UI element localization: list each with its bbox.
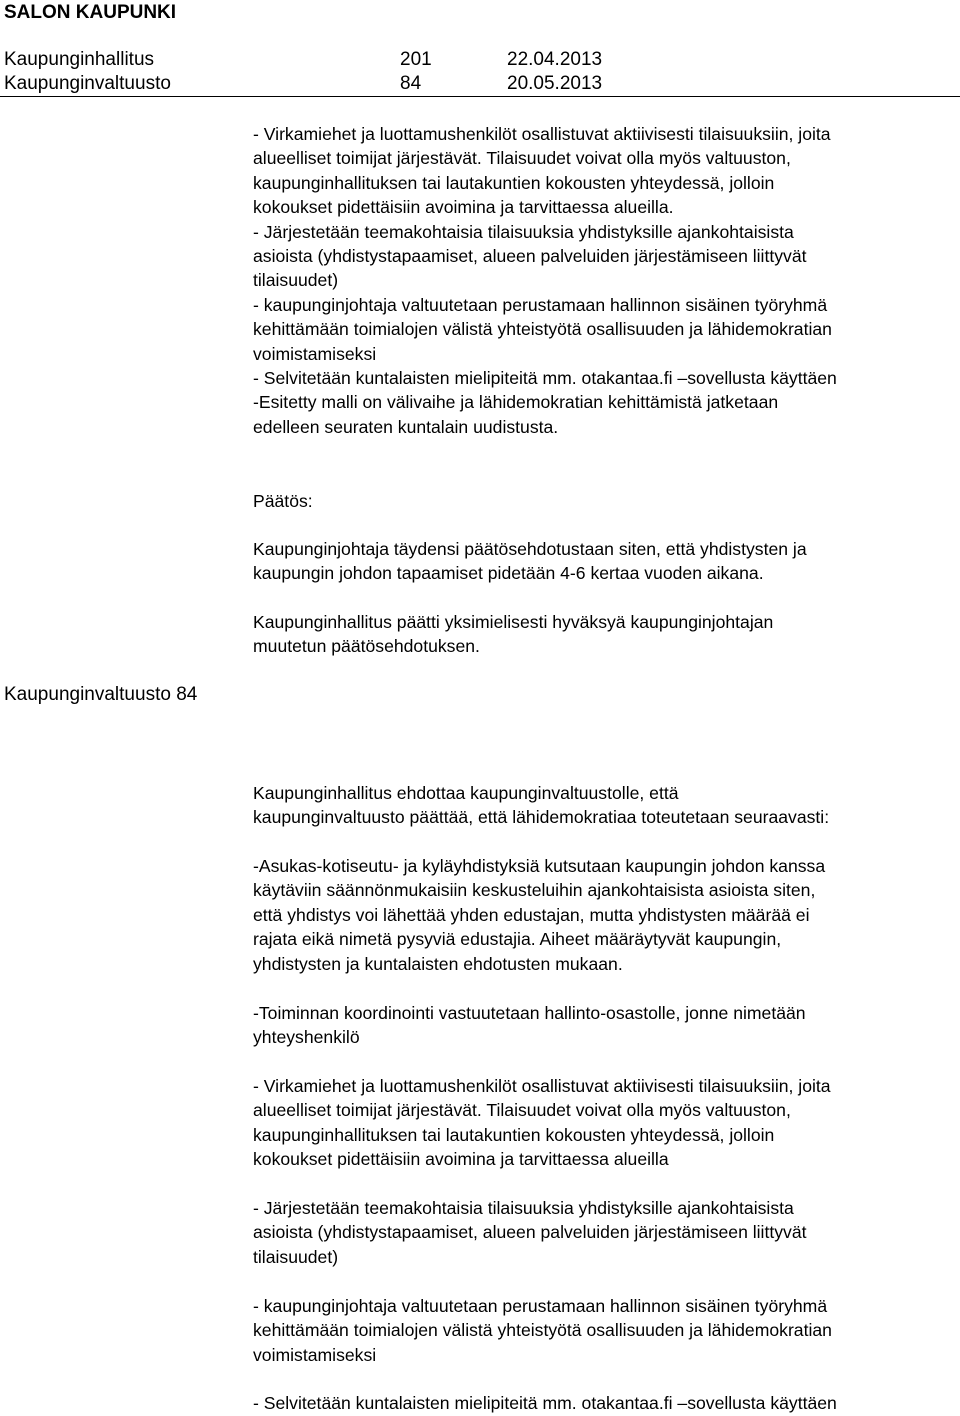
text-line: alueelliset toimijat järjestävät. Tilaisuudet voivat olla myös valtuuston,	[253, 148, 791, 169]
text-line: - Järjestetään teemakohtaisia tilaisuuksia yhdistyksille ajankohtaisista	[253, 1198, 794, 1218]
text-line: kaupunginhallituksen tai lautakuntien kokousten yhteydessä, jolloin	[253, 172, 775, 193]
text-line: - Virkamiehet ja luottamushenkilöt osallistuvat aktiivisesti tilaisuuksiin, joita	[253, 1076, 831, 1096]
text-line: Kaupunginjohtaja täydensi päätösehdotustaan siten, että yhdistysten ja	[253, 539, 807, 559]
text-line: kehittämään toimialojen välistä yhteistyötä osallisuuden ja lähidemokratian	[253, 319, 832, 340]
section-number: 84	[400, 73, 422, 94]
text-line: tilaisuudet)	[253, 270, 339, 291]
text-line: kaupunginhallituksen tai lautakuntien kokousten yhteydessä, jolloin	[253, 1124, 775, 1145]
text-line: edelleen seuraten kuntalain uudistusta.	[253, 416, 559, 437]
proposal-item	[253, 1391, 958, 1415]
text-line: tilaisuudet)	[253, 1246, 339, 1267]
text-line: -Toiminnan koordinointi vastuutetaan hallinto-osastolle, jonne nimetään	[253, 1003, 806, 1023]
body-name: Kaupunginvaltuusto	[4, 73, 171, 94]
text-line: - Selvitetään kuntalaisten mielipiteitä mm. otakantaa.fi –sovellusta käyttäen	[253, 1393, 837, 1413]
text-line: käytäviin säännönmukaisiin keskusteluihin ajankohtaisista asioista siten,	[253, 880, 816, 901]
text-line: - Järjestetään teemakohtaisia tilaisuuksia yhdistyksille ajankohtaisista	[253, 221, 794, 242]
text-line: kaupunginvaltuusto päättää, että lähidemokratiaa toteutetaan seuraavasti:	[253, 807, 830, 828]
organization-name: SALON KAUPUNKI	[4, 2, 177, 23]
proposal-text	[253, 122, 958, 439]
text-line: rajata eikä nimetä pysyviä edustajia. Aiheet määräytyvät kaupungin,	[253, 929, 782, 950]
body-name: Kaupunginhallitus	[4, 49, 155, 70]
proposal-item	[253, 1294, 958, 1367]
text-line: kaupungin johdon tapaamiset pidetään 4-6 kertaa vuoden aikana.	[253, 563, 764, 584]
text-line: - kaupunginjohtaja valtuutetaan perustamaan hallinnon sisäinen työryhmä	[253, 294, 828, 315]
meeting-date: 20.05.2013	[507, 73, 603, 94]
text-line: muutetun päätösehdotuksen.	[253, 636, 480, 657]
council-section-label: Kaupunginvaltuusto 84	[4, 684, 198, 705]
text-line: asioista (yhdistystapaamiset, alueen palveluiden järjestämiseen liittyvät	[253, 1222, 807, 1243]
decision-heading: Päätös:	[253, 491, 313, 511]
text-line: - Virkamiehet ja luottamushenkilöt osallistuvat aktiivisesti tilaisuuksiin, joita	[253, 124, 831, 144]
proposal-item	[253, 1196, 958, 1269]
text-line: voimistamiseksi	[253, 343, 377, 364]
proposal-item	[253, 854, 958, 976]
meeting-date: 22.04.2013	[507, 49, 603, 70]
decision-paragraph	[253, 610, 958, 659]
text-line: - kaupunginjohtaja valtuutetaan perustamaan hallinnon sisäinen työryhmä	[253, 1296, 828, 1316]
text-line: - Selvitetään kuntalaisten mielipiteitä mm. otakantaa.fi –sovellusta käyttäen	[253, 368, 837, 389]
text-line: -Esitetty malli on välivaihe ja lähidemokratian kehittämistä jatketaan	[253, 392, 779, 413]
text-line: yhteyshenkilö	[253, 1027, 360, 1048]
text-line: asioista (yhdistystapaamiset, alueen palveluiden järjestämiseen liittyvät	[253, 246, 807, 267]
text-line: yhdistysten ja kuntalaisten ehdotusten mukaan.	[253, 953, 623, 974]
proposal-item	[253, 1001, 958, 1050]
text-line: kehittämään toimialojen välistä yhteistyötä osallisuuden ja lähidemokratian	[253, 1320, 832, 1341]
header-divider	[0, 96, 960, 97]
text-line: Kaupunginhallitus päätti yksimielisesti hyväksyä kaupunginjohtajan	[253, 612, 774, 632]
text-line: -Asukas-kotiseutu- ja kyläyhdistyksiä kutsutaan kaupungin johdon kanssa	[253, 856, 826, 876]
decision-paragraph	[253, 537, 958, 586]
proposal-item	[253, 1074, 958, 1172]
text-line: voimistamiseksi	[253, 1344, 377, 1365]
text-line: kokoukset pidettäisiin avoimina ja tarvittaessa alueilla	[253, 1149, 669, 1170]
text-line: alueelliset toimijat järjestävät. Tilaisuudet voivat olla myös valtuuston,	[253, 1100, 791, 1121]
text-line: että yhdistys voi lähettää yhden edustajan, mutta yhdistysten määrää ei	[253, 904, 810, 925]
text-line: kokoukset pidettäisiin avoimina ja tarvittaessa alueilla.	[253, 197, 674, 218]
council-intro	[253, 781, 958, 830]
section-number: 201	[400, 49, 432, 70]
text-line: Kaupunginhallitus ehdottaa kaupunginvaltuustolle, että	[253, 783, 679, 803]
